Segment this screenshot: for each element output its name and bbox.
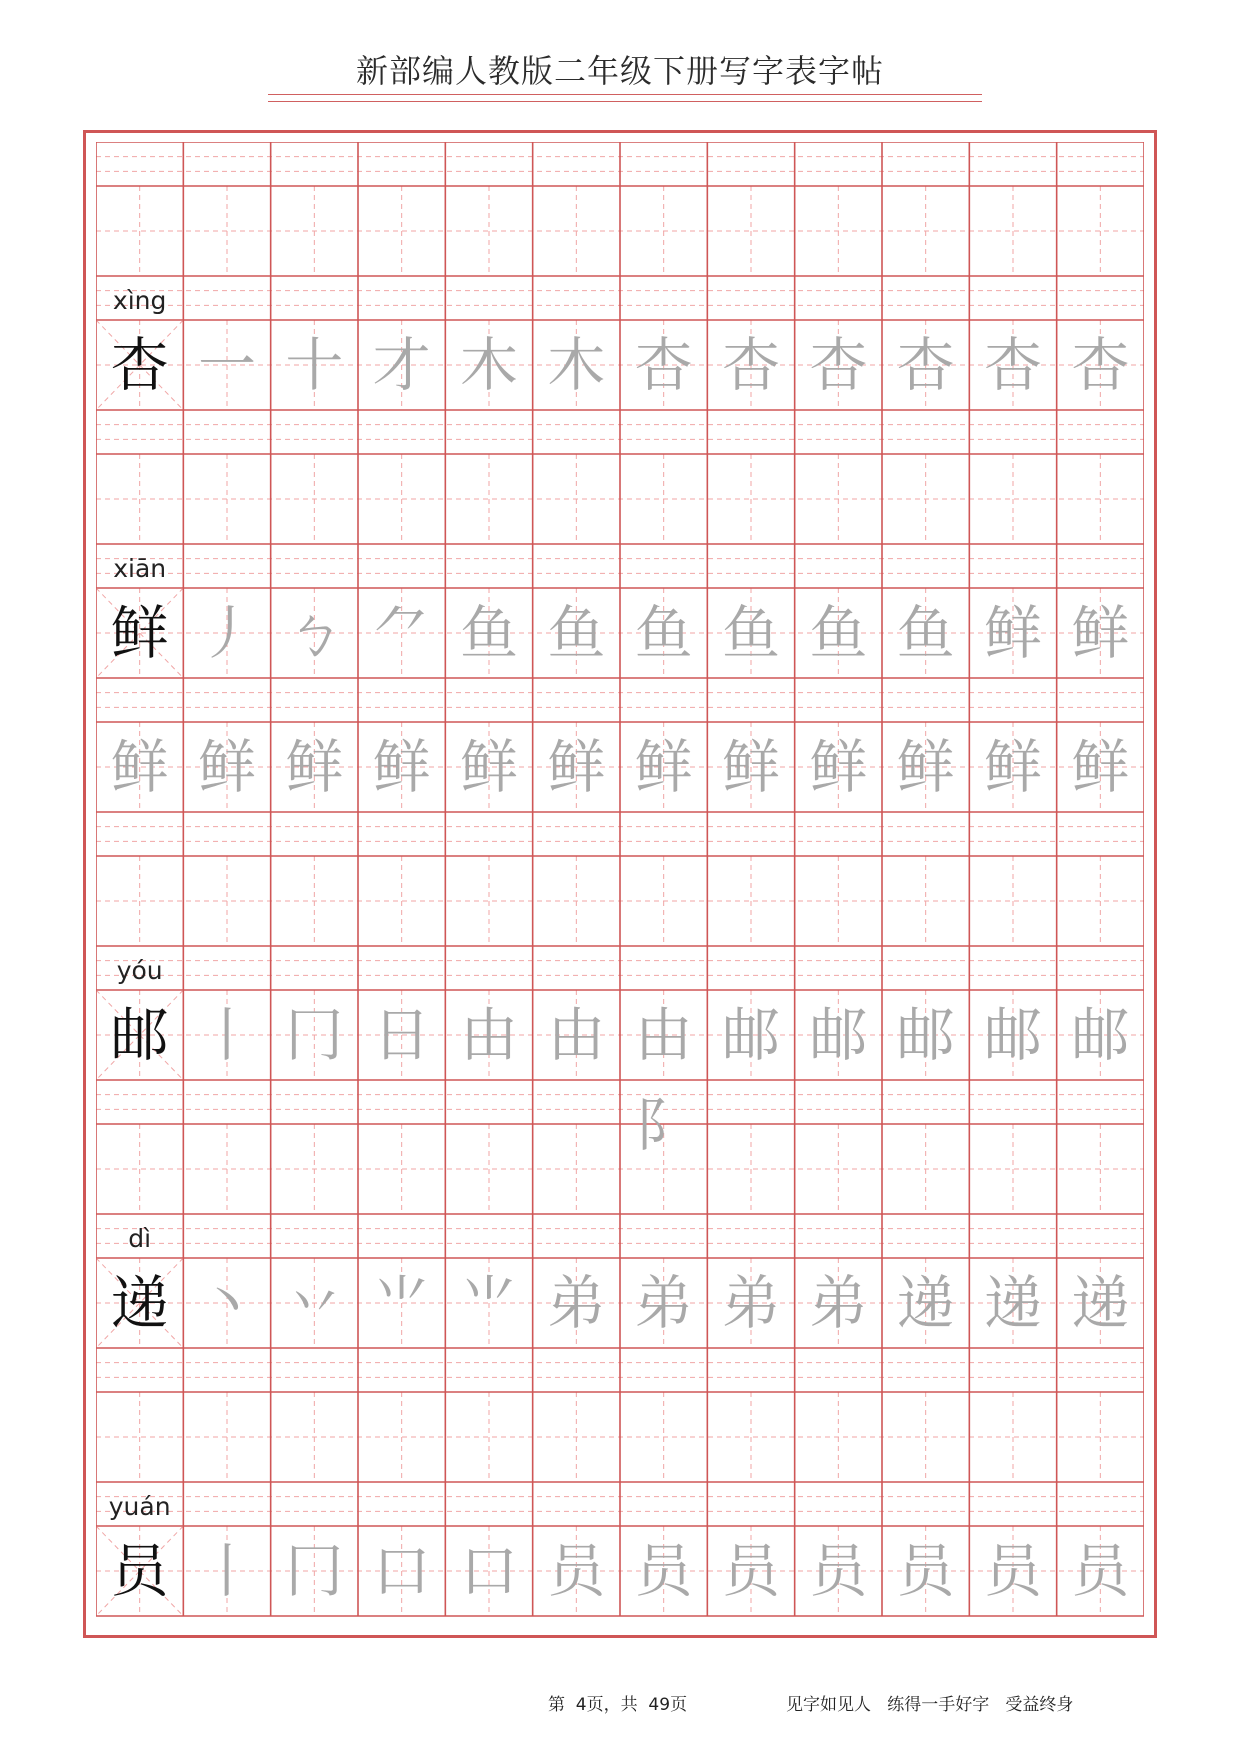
stroke-order-glyph: 鱼 [896,599,955,667]
stroke-order-glyph: 口 [459,1537,518,1605]
trace-character: 鲜 [285,733,344,801]
stroke-order-glyph: 弟 [809,1269,868,1337]
stroke-order-glyph: 木 [547,331,606,399]
page-number: 第 4页，共 49页 [548,1695,688,1715]
pinyin-label: dì [128,1224,152,1253]
stroke-order-glyph: 木 [459,331,518,399]
title-underline [268,94,982,102]
stroke-order-glyph: 丷 [285,1269,344,1337]
pinyin-label: xiān [113,554,167,583]
trace-character: 鲜 [1071,733,1130,801]
stroke-order-glyph: 员 [1071,1537,1130,1605]
stroke-order-glyph: 丨 [197,1001,256,1069]
stroke-order-glyph: 递 [983,1269,1042,1337]
trace-character: 鲜 [547,733,606,801]
stroke-order-glyph: 邮 [1071,1001,1130,1069]
stroke-order-glyph: 员 [721,1537,780,1605]
stroke-order-glyph: 员 [896,1537,955,1605]
writing-grid [96,142,1144,1624]
stroke-order-glyph: 邮 [896,1001,955,1069]
page-title: 新部编人教版二年级下册写字表字帖 [355,52,884,90]
stroke-order-glyph: 杏 [983,331,1042,399]
footer-motto: 见字如见人 练得一手好字 受益终身 [786,1695,1074,1715]
stroke-order-glyph: 杏 [809,331,868,399]
model-character: 递 [110,1269,169,1337]
stroke-order-glyph: 口 [372,1537,431,1605]
model-character: 鲜 [110,599,169,667]
stroke-order-glyph: 冂 [285,1001,344,1069]
stroke-order-glyph: 一 [197,331,256,399]
stroke-order-glyph: 邮 [721,1001,780,1069]
stroke-order-glyph: ⺌ [459,1269,518,1337]
trace-character: 鲜 [634,733,693,801]
stroke-order-glyph: 由 [459,1001,518,1069]
trace-character: 鲜 [372,733,431,801]
stroke-order-glyph: ⺌ [372,1269,431,1337]
model-character: 员 [110,1537,169,1605]
trace-character: 鲜 [110,733,169,801]
stroke-order-glyph: 员 [634,1537,693,1605]
stroke-order-glyph: 鱼 [547,599,606,667]
stroke-order-glyph: 员 [547,1537,606,1605]
stroke-order-glyph: 丿 [197,599,256,667]
stroke-order-glyph: 鱼 [721,599,780,667]
stroke-order-glyph: 鲜 [1071,599,1130,667]
stroke-order-glyph: 十 [285,331,344,399]
trace-character: 鲜 [459,733,518,801]
stroke-order-glyph: 由 [547,1001,606,1069]
model-character: 杏 [110,331,169,399]
stroke-order-glyph: 由阝 [634,1001,693,1159]
stroke-order-glyph: 杏 [634,331,693,399]
stroke-order-glyph: ㄅ [285,599,344,667]
pinyin-label: xìng [112,286,167,315]
stroke-order-glyph: 弟 [547,1269,606,1337]
model-character: 邮 [110,1001,169,1069]
stroke-order-glyph: 递 [1071,1269,1130,1337]
stroke-order-glyph: 丨 [197,1537,256,1605]
stroke-order-glyph: 弟 [634,1269,693,1337]
trace-character: 鲜 [721,733,780,801]
pinyin-label: yóu [116,956,163,985]
stroke-order-glyph: 弟 [721,1269,780,1337]
stroke-order-glyph: ⺈ [372,599,431,667]
stroke-order-glyph: 鱼 [634,599,693,667]
stroke-order-glyph: 邮 [809,1001,868,1069]
trace-character: 鲜 [983,733,1042,801]
stroke-order-glyph: 冂 [285,1537,344,1605]
stroke-order-glyph: 丶 [197,1269,256,1337]
trace-character: 鲜 [809,733,868,801]
pinyin-label: yuán [108,1492,171,1521]
stroke-order-glyph: 杏 [1071,331,1130,399]
stroke-order-glyph: 递 [896,1269,955,1337]
stroke-order-glyph: 杏 [721,331,780,399]
stroke-order-glyph: 杏 [896,331,955,399]
stroke-order-glyph: 邮 [983,1001,1042,1069]
trace-character: 鲜 [197,733,256,801]
stroke-order-glyph: 鱼 [809,599,868,667]
stroke-order-glyph: 鱼 [459,599,518,667]
stroke-order-glyph: 鲜 [983,599,1042,667]
stroke-order-glyph: 员 [809,1537,868,1605]
trace-character: 鲜 [896,733,955,801]
stroke-order-glyph: 日 [372,1001,431,1069]
stroke-order-glyph: 才 [372,331,431,399]
stroke-order-glyph: 员 [983,1537,1042,1605]
